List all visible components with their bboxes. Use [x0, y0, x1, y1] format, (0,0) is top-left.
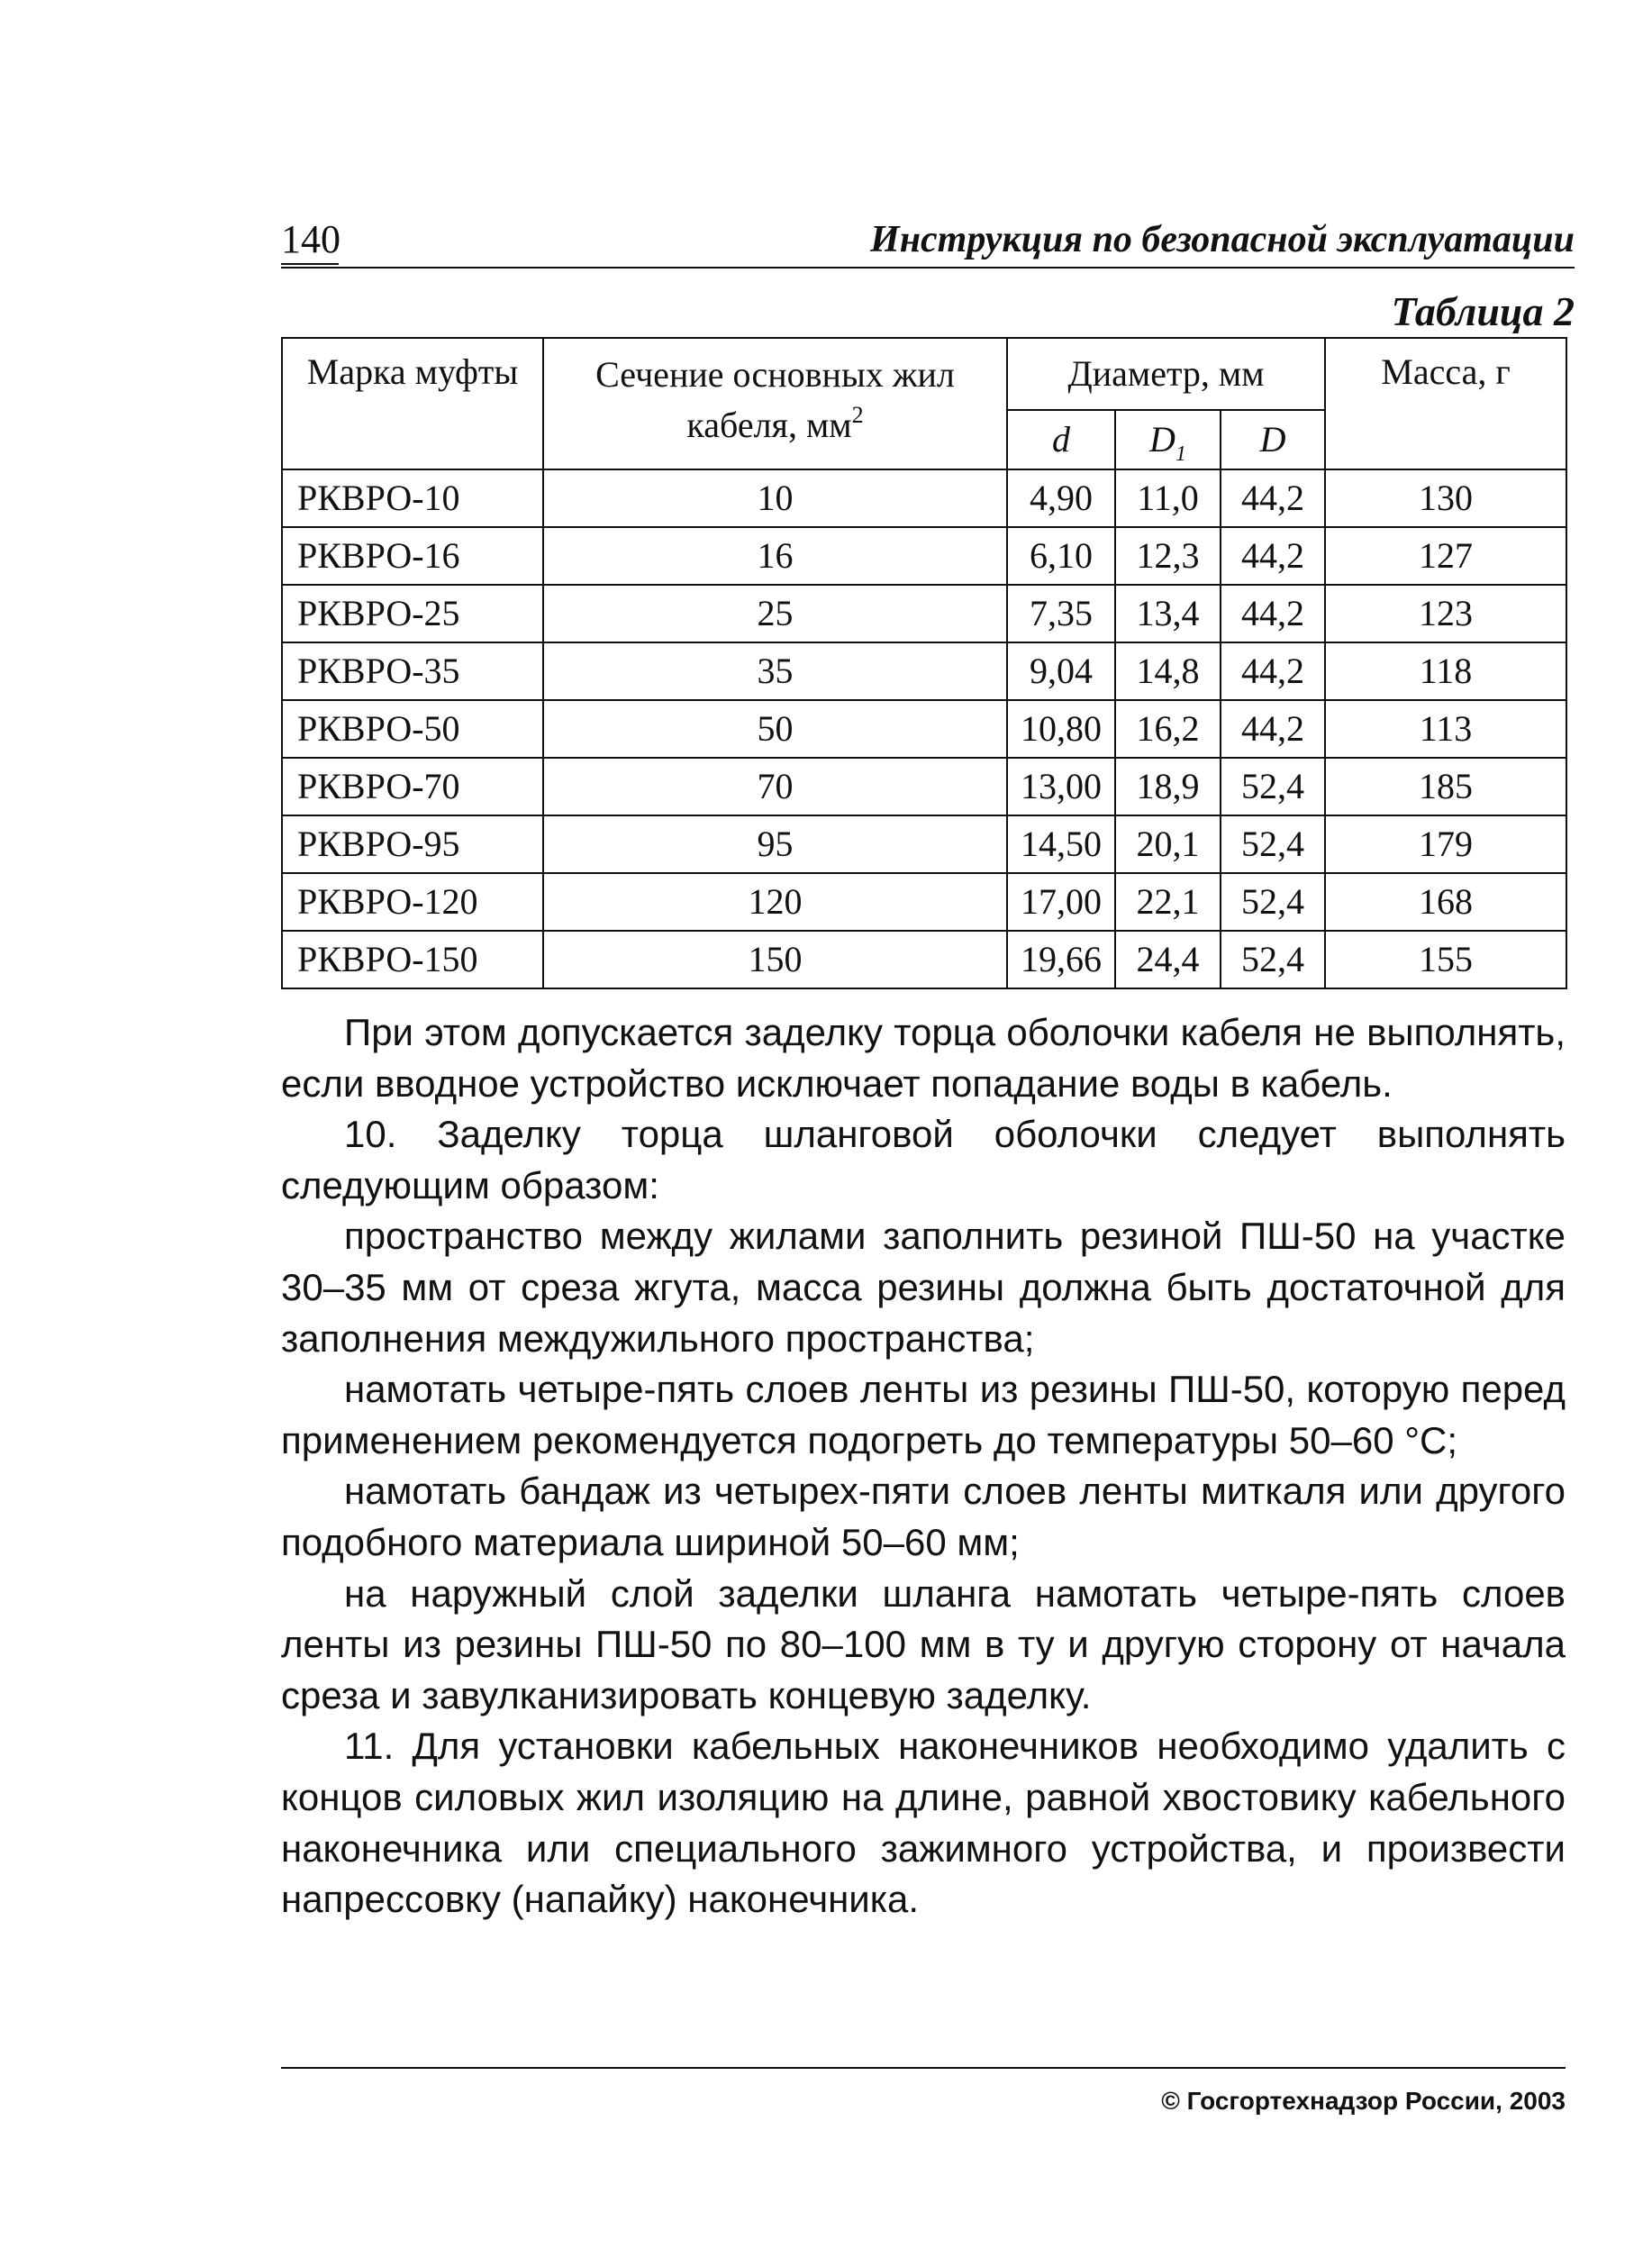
- table-row: [282, 700, 1566, 758]
- cell-diameter-D: 52,4: [1221, 758, 1325, 815]
- cell-diameter-d: 17,00: [1007, 873, 1115, 931]
- cell-diameter-d: 10,80: [1007, 700, 1115, 758]
- cell-diameter-D: 44,2: [1221, 527, 1325, 585]
- cell-diameter-d: 13,00: [1007, 758, 1115, 815]
- cell-mass: 185: [1325, 758, 1566, 815]
- cell-mass: 130: [1325, 469, 1566, 527]
- cell-diameter-D: 52,4: [1221, 815, 1325, 873]
- cell-mass: 118: [1325, 642, 1566, 700]
- cell-diameter-d: 6,10: [1007, 527, 1115, 585]
- cell-diameter-D: 44,2: [1221, 642, 1325, 700]
- cell-diameter-d1: 16,2: [1115, 700, 1221, 758]
- paragraph: При этом допускается заделку торца оболочки кабеля не выполнять, если вводное устройство исключает попадание воды в кабель.: [281, 1011, 1566, 1105]
- cell-mass: 123: [1325, 585, 1566, 642]
- cell-diameter-d1: 11,0: [1115, 469, 1221, 527]
- cell-diameter-D: 52,4: [1221, 873, 1325, 931]
- table-row: [282, 815, 1566, 873]
- cell-brand: РКВРО-16: [282, 527, 543, 585]
- cell-diameter-d: 7,35: [1007, 585, 1115, 642]
- table-row: [282, 642, 1566, 700]
- paragraph: пространство между жилами заполнить резиной ПШ-50 на участке 30–35 мм от среза жгута, масса резины должна быть достаточной для заполнения междужильного пространства;: [281, 1215, 1566, 1360]
- cell-mass: 113: [1325, 700, 1566, 758]
- paragraph: на наружный слой заделки шланга намотать четыре-пять слоев ленты из резины ПШ-50 по 80–100 мм в ту и другую сторону от начала среза и завулканизировать концевую заделку.: [281, 1571, 1566, 1716]
- header-core-section-text: Сечение основных жил кабеля, мм: [595, 354, 955, 445]
- cell-diameter-d1: 14,8: [1115, 642, 1221, 700]
- table-row: [282, 585, 1566, 642]
- page-number-underline: [281, 263, 339, 265]
- cell-diameter-D: 44,2: [1221, 469, 1325, 527]
- table-row: [282, 873, 1566, 931]
- header-diameter-d1-sub: 1: [1175, 442, 1186, 466]
- header-diameter-d1: [1115, 410, 1221, 469]
- running-title: Инструкция по безопасной эксплуатации: [870, 219, 1575, 260]
- paragraph: 11. Для установки кабельных наконечников необходимо удалить с концов силовых жил изоляцию на длине, равной хвостовику кабельного наконечника или специального зажимного устройства, и произвести напрессовку (напайку) наконечника.: [281, 1725, 1566, 1921]
- cell-core-section: 35: [543, 642, 1007, 700]
- page-number: 140: [281, 217, 340, 261]
- header-mass: Масса, г: [1325, 338, 1566, 469]
- cell-brand: РКВРО-70: [282, 758, 543, 815]
- table-row: [282, 527, 1566, 585]
- cell-brand: РКВРО-95: [282, 815, 543, 873]
- cell-core-section: 95: [543, 815, 1007, 873]
- cell-diameter-d1: 24,4: [1115, 931, 1221, 988]
- table-caption: Таблица 2: [1391, 288, 1575, 334]
- cell-diameter-D: 44,2: [1221, 700, 1325, 758]
- cell-diameter-d1: 18,9: [1115, 758, 1221, 815]
- paragraph: намотать четыре-пять слоев ленты из резины ПШ-50, которую перед применением рекомендуется подогреть до температуры 50–60 °С;: [281, 1368, 1566, 1461]
- coupling-data-table: [281, 337, 1567, 989]
- cell-core-section: 120: [543, 873, 1007, 931]
- header-diameter: Диаметр, мм: [1007, 338, 1325, 410]
- cell-core-section: 25: [543, 585, 1007, 642]
- cell-diameter-D: 52,4: [1221, 931, 1325, 988]
- cell-diameter-d: 9,04: [1007, 642, 1115, 700]
- paragraph: 10. Заделку торца шланговой оболочки следует выполнять следующим образом:: [281, 1113, 1566, 1206]
- running-header: [281, 213, 1575, 269]
- cell-brand: РКВРО-10: [282, 469, 543, 527]
- header-diameter-d1-text: D: [1149, 419, 1175, 460]
- cell-diameter-d1: 22,1: [1115, 873, 1221, 931]
- header-core-section: [543, 338, 1007, 469]
- body-text: [281, 1007, 1566, 1926]
- cell-core-section: 50: [543, 700, 1007, 758]
- cell-diameter-d: 19,66: [1007, 931, 1115, 988]
- cell-diameter-D: 44,2: [1221, 585, 1325, 642]
- cell-core-section: 150: [543, 931, 1007, 988]
- cell-diameter-d1: 12,3: [1115, 527, 1221, 585]
- cell-diameter-d: 4,90: [1007, 469, 1115, 527]
- table-row: [282, 758, 1566, 815]
- cell-mass: 168: [1325, 873, 1566, 931]
- cell-diameter-d1: 20,1: [1115, 815, 1221, 873]
- cell-brand: РКВРО-35: [282, 642, 543, 700]
- footer-rule: [281, 2067, 1566, 2069]
- cell-core-section: 70: [543, 758, 1007, 815]
- header-diameter-D: D: [1221, 410, 1325, 469]
- cell-brand: РКВРО-150: [282, 931, 543, 988]
- table-row: [282, 931, 1566, 988]
- cell-diameter-d1: 13,4: [1115, 585, 1221, 642]
- header-core-section-sup: 2: [851, 402, 864, 428]
- cell-mass: 179: [1325, 815, 1566, 873]
- header-brand: Марка муфты: [282, 338, 543, 469]
- table-row: [282, 469, 1566, 527]
- cell-mass: 155: [1325, 931, 1566, 988]
- header-diameter-d: d: [1007, 410, 1115, 469]
- paragraph: намотать бандаж из четырех-пяти слоев ленты миткаля или другого подобного материала шириной 50–60 мм;: [281, 1470, 1566, 1563]
- footer-copyright: © Госгортехнадзор России, 2003: [1161, 2087, 1566, 2115]
- cell-brand: РКВРО-50: [282, 700, 543, 758]
- cell-core-section: 16: [543, 527, 1007, 585]
- cell-core-section: 10: [543, 469, 1007, 527]
- cell-mass: 127: [1325, 527, 1566, 585]
- cell-diameter-d: 14,50: [1007, 815, 1115, 873]
- cell-brand: РКВРО-120: [282, 873, 543, 931]
- cell-brand: РКВРО-25: [282, 585, 543, 642]
